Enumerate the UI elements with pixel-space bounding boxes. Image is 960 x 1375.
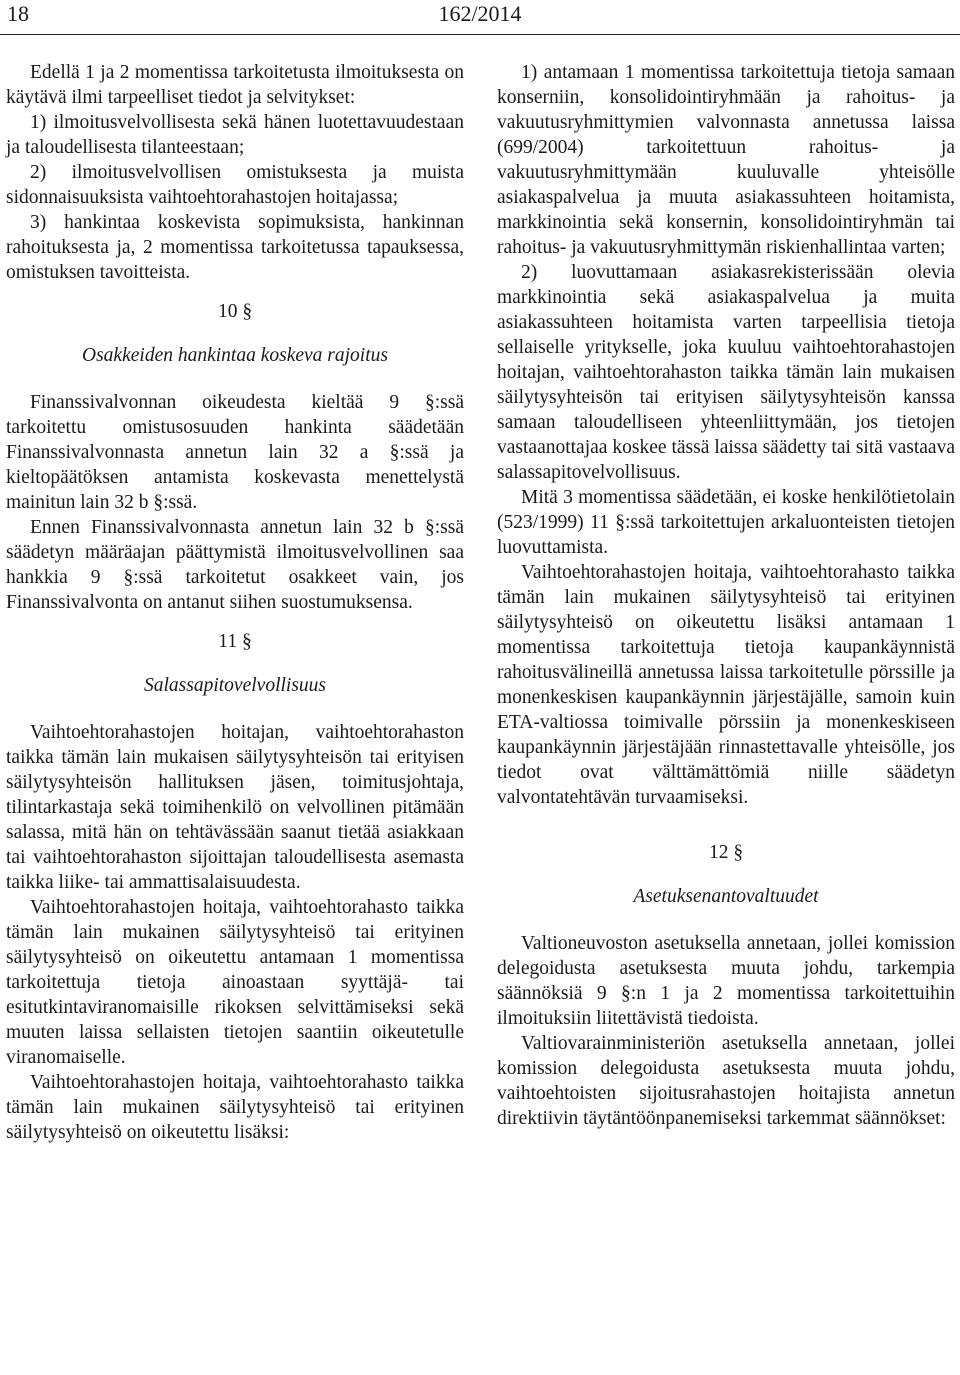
right-column bbox=[497, 60, 955, 1131]
paragraph: Valtiovarainministeriön asetuksella annetaan, jollei komission delegoidusta asetuksesta muuta johdu, vaihtoehtoisten sijoitusrahastojen hoitajista annetun direktiivin täytäntöönpanemiseksi tarkemmat säännökset: bbox=[497, 1033, 955, 1129]
section-12-title: Asetuksenantovaltuudet bbox=[633, 886, 819, 907]
section-10-number: 10 § bbox=[217, 301, 253, 322]
intro-paragraph: Edellä 1 ja 2 momentissa tarkoitetusta ilmoituksesta on käytävä ilmi tarpeelliset tiedot ja selvitykset: bbox=[6, 62, 464, 108]
paragraph: Valtioneuvoston asetuksella annetaan, jollei komission delegoidusta asetuksesta muuta johdu, tarkempia säännöksiä 9 §:n 1 ja 2 momentissa tarkoitettuihin ilmoituksiin liitettävistä tiedoista. bbox=[497, 933, 955, 1029]
section-11-title: Salassapitovelvollisuus bbox=[144, 675, 326, 696]
paragraph: Vaihtoehtorahastojen hoitaja, vaihtoehtorahasto taikka tämän lain mukainen säilytysyhteisö tai erityinen säilytysyhteisö on oikeutettu lisäksi antamaan 1 momentissa tarkoitettuja tietoja kaupankäynnistä rahoitusvälineillä annetussa laissa tarkoitetulle pörssille ja monenkeskisen kaupankäynnin järjestäjälle, samoin kuin ETA-valtiossa toimivalle pörssiin ja monenkeskiseen kaupankäynnin järjestäjään rinnastettavalle yhteisölle, jos tiedot ovat välttämättömiä niille säädetyn valvontatehtävän turvaamiseksi. bbox=[497, 562, 955, 808]
paragraph: Vaihtoehtorahastojen hoitaja, vaihtoehtorahasto taikka tämän lain mukainen säilytysyhteisö tai erityinen säilytysyhteisö on oikeutettu antamaan 1 momentissa tarkoitettuja tietoja ainoastaan syyttäjä- tai esitutkintaviranomaisille rikoksen selvittämiseksi sekä muuten laissa sellaisten tietojen saantiin oikeutetulle viranomaiselle. bbox=[6, 897, 464, 1068]
page-number: 18 bbox=[7, 1, 29, 26]
section-10-title: Osakkeiden hankintaa koskeva rajoitus bbox=[82, 345, 388, 366]
left-column bbox=[6, 60, 464, 1145]
paragraph: Mitä 3 momentissa säädetään, ei koske henkilötietolain (523/1999) 11 §:ssä tarkoitettujen arkaluonteisten tietojen luovuttamista. bbox=[497, 487, 955, 558]
list-item: 3) hankintaa koskevista sopimuksista, hankinnan rahoituksesta ja, 2 momentissa tarkoitetussa tapauksessa, omistuksen tavoitteista. bbox=[6, 212, 464, 283]
document-reference: 162/2014 bbox=[438, 1, 522, 26]
header-rule bbox=[0, 34, 960, 35]
paragraph: Ennen Finanssivalvonnasta annetun lain 32 b §:ssä säädetyn määräajan päättymistä ilmoitusvelvollinen saa hankkia 9 §:ssä tarkoitetut osakkeet vain, jos Finanssivalvonta on antanut siihen suostumuksensa. bbox=[6, 517, 464, 613]
paragraph: Finanssivalvonnan oikeudesta kieltää 9 §:ssä tarkoitettu omistusosuuden hankinta säädetään Finanssivalvonnasta annetun lain 32 a §:ssä ja kieltopäätöksen antamista koskevasta menettelystä mainitun lain 32 b §:ssä. bbox=[6, 392, 464, 513]
list-item: 1) ilmoitusvelvollisesta sekä hänen luotettavuudestaan ja taloudellisesta tilanteestaan; bbox=[6, 112, 464, 158]
page-header bbox=[0, 0, 960, 30]
section-12-number: 12 § bbox=[708, 842, 744, 863]
list-item: 1) antamaan 1 momentissa tarkoitettuja tietoja samaan konserniin, konsolidointiryhmään ja rahoitus- ja vakuutusryhmittymien valvonnasta annetussa laissa (699/2004) tarkoitettuun rahoitus- ja vakuutusryhmittymään kuuluvalle yhteisölle asiakaspalvelua ja muuta asiakassuhteen hoitamista, markkinointia sekä konsernin, konsolidointiryhmän tai rahoitus- ja vakuutusryhmittymän riskienhallintaa varten; bbox=[497, 62, 955, 258]
paragraph: Vaihtoehtorahastojen hoitajan, vaihtoehtorahaston taikka tämän lain mukaisen säilytysyhteisön tai erityisen säilytysyhteisön hallituksen jäsen, toimitusjohtaja, tilintarkastaja sekä toimihenkilö on velvollinen pitämään salassa, mitä hän on tehtävässään saanut tietää asiakkaan tai vaihtoehtorahaston sijoittajan taloudellisesta asemasta taikka liike- tai ammattisalaisuudesta. bbox=[6, 722, 464, 893]
list-item: 2) luovuttamaan asiakasrekisterissään olevia markkinointia sekä asiakaspalvelua ja muita asiakassuhteen hoitamista varten tarpeellisia tietoja sellaiselle yritykselle, joka kuuluu vaihtoehtorahastojen hoitajan, vaihtoehtorahaston taikka tämän lain mukaisen säilytysyhteisön tai erityisen säilytysyhteisön kanssa samaan taloudelliseen yhteenliittymään, jos tietojen vastaanottajaa koskee tässä laissa säädetty tai sitä vastaava salassapitovelvollisuus. bbox=[497, 262, 955, 483]
paragraph: Vaihtoehtorahastojen hoitaja, vaihtoehtorahasto taikka tämän lain mukainen säilytysyhteisö tai erityinen säilytysyhteisö on oikeutettu lisäksi: bbox=[6, 1072, 464, 1143]
section-11-number: 11 § bbox=[218, 631, 252, 652]
list-item: 2) ilmoitusvelvollisen omistuksesta ja muista sidonnaisuuksista vaihtoehtorahastojen hoitajassa; bbox=[6, 162, 464, 208]
